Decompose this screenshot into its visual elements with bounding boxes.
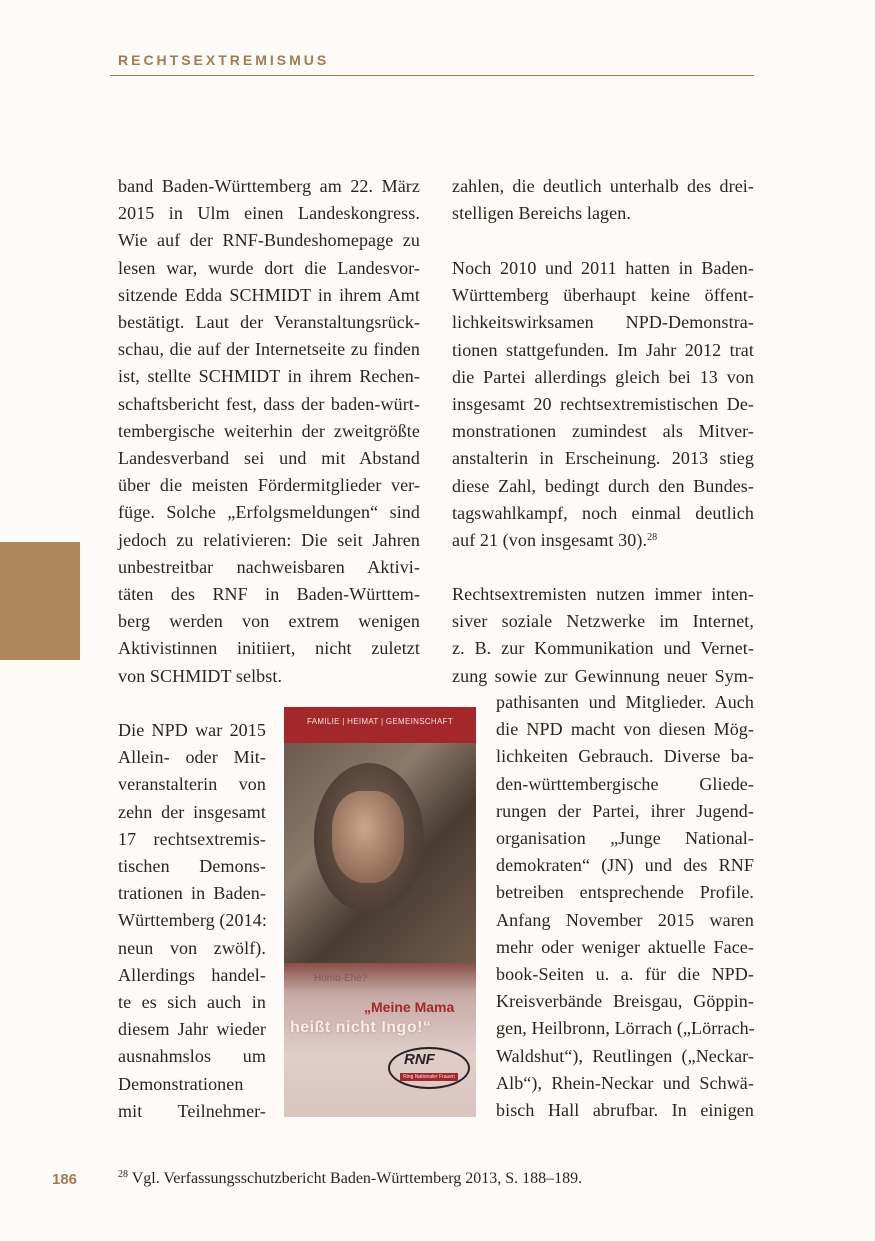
footnote xyxy=(118,1168,582,1190)
text-line: den-württembergische Gliede- xyxy=(496,773,754,794)
text-line: zung sowie zur Gewinnung neuer Sym- xyxy=(452,665,754,686)
text-line: Wie auf der RNF-Bundeshomepage zu xyxy=(118,230,420,251)
flyer-hand xyxy=(332,791,404,883)
text-line: organisation „Junge National- xyxy=(496,828,754,848)
text-line: Noch 2010 und 2011 hatten in Baden- xyxy=(452,258,754,278)
text-line: die Partei allerdings gleich bei 13 von xyxy=(452,366,754,387)
text-line: jedoch zu relativieren: Die seit Jahren xyxy=(118,529,420,550)
text-line: Württemberg (2014: xyxy=(118,910,267,931)
flyer-lower-panel xyxy=(284,963,476,1117)
text-line: Landesverband sei und mit Abstand xyxy=(118,448,420,468)
text-line: Aktivistinnen initiiert, nicht zuletzt xyxy=(118,638,420,659)
text-line: bisch Hall abrufbar. In einigen xyxy=(496,1100,754,1120)
text-line: über die meisten Fördermitglieder ver- xyxy=(118,475,420,496)
text-line: bestätigt. Laut der Veranstaltungsrück- xyxy=(118,312,420,332)
text-line: mit Teilnehmer- xyxy=(118,1100,266,1121)
text-line: te es sich auch in xyxy=(118,992,266,1012)
flyer-headline: „Meine Mama xyxy=(364,999,455,1015)
text-line: zehn der insgesamt xyxy=(118,801,266,822)
text-line: Anfang November 2015 waren xyxy=(496,909,754,930)
text-line: schaftsbericht fest, dass der baden-würt- xyxy=(118,393,420,414)
text-line: 17 rechtsextremis- xyxy=(118,828,266,849)
text-line: sitzende Edda SCHMIDT in ihrem Amt xyxy=(118,284,420,305)
footnote-reference: 28 xyxy=(647,532,658,543)
text-line: unbestreitbar nachweisbaren Aktivi- xyxy=(118,556,420,577)
text-line: lesen war, wurde dort die Landesvor- xyxy=(118,257,420,278)
text-line: zahlen, die deutlich unterhalb des drei- xyxy=(452,176,754,196)
text-line: Alb“), Rhein-Neckar und Schwä- xyxy=(496,1072,754,1093)
text-line: von SCHMIDT selbst. xyxy=(118,665,283,686)
text-line: ist, stellte SCHMIDT in ihrem Rechen- xyxy=(118,366,420,387)
text-line: lichkeiten Gebrauch. Diverse ba- xyxy=(496,746,754,767)
rnf-logo xyxy=(388,1047,470,1089)
text-line: Allerdings handel- xyxy=(118,964,266,985)
text-line: berg werden von extrem wenigen xyxy=(118,611,420,632)
header-rule xyxy=(110,75,754,76)
text-line: tischen Demons- xyxy=(118,856,266,876)
text-line: book-Seiten u. a. für die NPD- xyxy=(496,964,754,984)
text-line: täten des RNF in Baden-Württem- xyxy=(118,584,420,604)
rnf-flyer-image xyxy=(284,707,476,1117)
rnf-logo-text: RNF xyxy=(404,1051,435,1068)
text-line: schau, die auf der Internetseite zu finden xyxy=(118,339,420,360)
chapter-tab-marker xyxy=(0,542,80,660)
text-line: betreiben entsprechende Profile. xyxy=(496,882,754,903)
text-line: Rechtsextremisten nutzen immer inten- xyxy=(452,584,754,604)
text-line: monstrationen zumindest als Mitver- xyxy=(452,421,754,442)
text-line: tionen stattgefunden. Im Jahr 2012 trat xyxy=(452,339,754,360)
text-line: rungen der Partei, ihrer Jugend- xyxy=(496,800,754,821)
text-line: veranstalterin von xyxy=(118,774,266,795)
text-line: z. B. zur Kommunikation und Vernet- xyxy=(452,638,754,659)
text-line: Allein- oder Mit- xyxy=(118,747,266,768)
footnote-text: Vgl. Verfassungsschutzbericht Baden-Württemberg 2013, S. 188–189. xyxy=(131,1170,583,1187)
text-line: siver soziale Netzwerke im Internet, xyxy=(452,611,754,632)
text-line: Württemberg überhaupt keine öffent- xyxy=(452,285,754,306)
flyer-banner: FAMILIE | HEIMAT | GEMEINSCHAFT xyxy=(284,707,476,743)
text-line: lichkeitswirksamen NPD-Demonstra- xyxy=(452,312,754,333)
section-title: RECHTSEXTREMISMUS xyxy=(118,52,330,68)
text-line: trationen in Baden- xyxy=(118,883,266,904)
text-line: füge. Solche „Erfolgsmeldungen“ sind xyxy=(118,502,420,523)
text-line: diesem Jahr wieder xyxy=(118,1019,266,1040)
text-line: stelligen Bereichs lagen. xyxy=(452,203,631,224)
rnf-logo-subtext: Ring Nationaler Frauen xyxy=(400,1073,458,1081)
text-line: die NPD macht von diesen Mög- xyxy=(496,719,754,740)
text-line: ausnahmslos um xyxy=(118,1046,266,1067)
page-number: 186 xyxy=(52,1171,78,1188)
text-line: Demonstrationen xyxy=(118,1073,244,1094)
flyer-photo xyxy=(284,743,476,963)
text-line: pathisanten und Mitglieder. Auch xyxy=(496,692,754,712)
text-line: band Baden-Württemberg am 22. März xyxy=(118,176,420,196)
text-line: auf 21 (von insgesamt 30).$^{28}$ xyxy=(452,530,658,550)
text-line: insgesamt 20 rechtsextremistischen De- xyxy=(452,394,754,414)
text-line: 2015 in Ulm einen Landeskongress. xyxy=(118,203,420,224)
text-line: tembergische weiterhin der zweitgrößte xyxy=(118,420,420,441)
text-line: gen, Heilbronn, Lörrach („Lörrach- xyxy=(496,1018,755,1039)
text-line: diese Zahl, bedingt durch den Bundes- xyxy=(452,475,754,496)
text-line: Kreisverbände Breisgau, Göppin- xyxy=(496,991,754,1012)
flyer-subline: heißt nicht Ingo!“ xyxy=(290,1019,432,1036)
text-line: tagswahlkampf, noch einmal deutlich xyxy=(452,502,754,523)
footnote-number: 28 xyxy=(118,1169,128,1180)
flyer-small-text: Homo-Ehe? xyxy=(314,973,368,984)
text-line: neun von zwölf). xyxy=(118,937,266,958)
text-line: Waldshut“), Reutlingen („Neckar- xyxy=(496,1045,754,1066)
text-line: anstalterin in Erscheinung. 2013 stieg xyxy=(452,448,754,469)
text-line: demokraten“ (JN) und des RNF xyxy=(496,855,754,876)
text-line: mehr oder weniger aktuelle Face- xyxy=(496,936,754,957)
text-line: Die NPD war 2015 xyxy=(118,720,266,740)
